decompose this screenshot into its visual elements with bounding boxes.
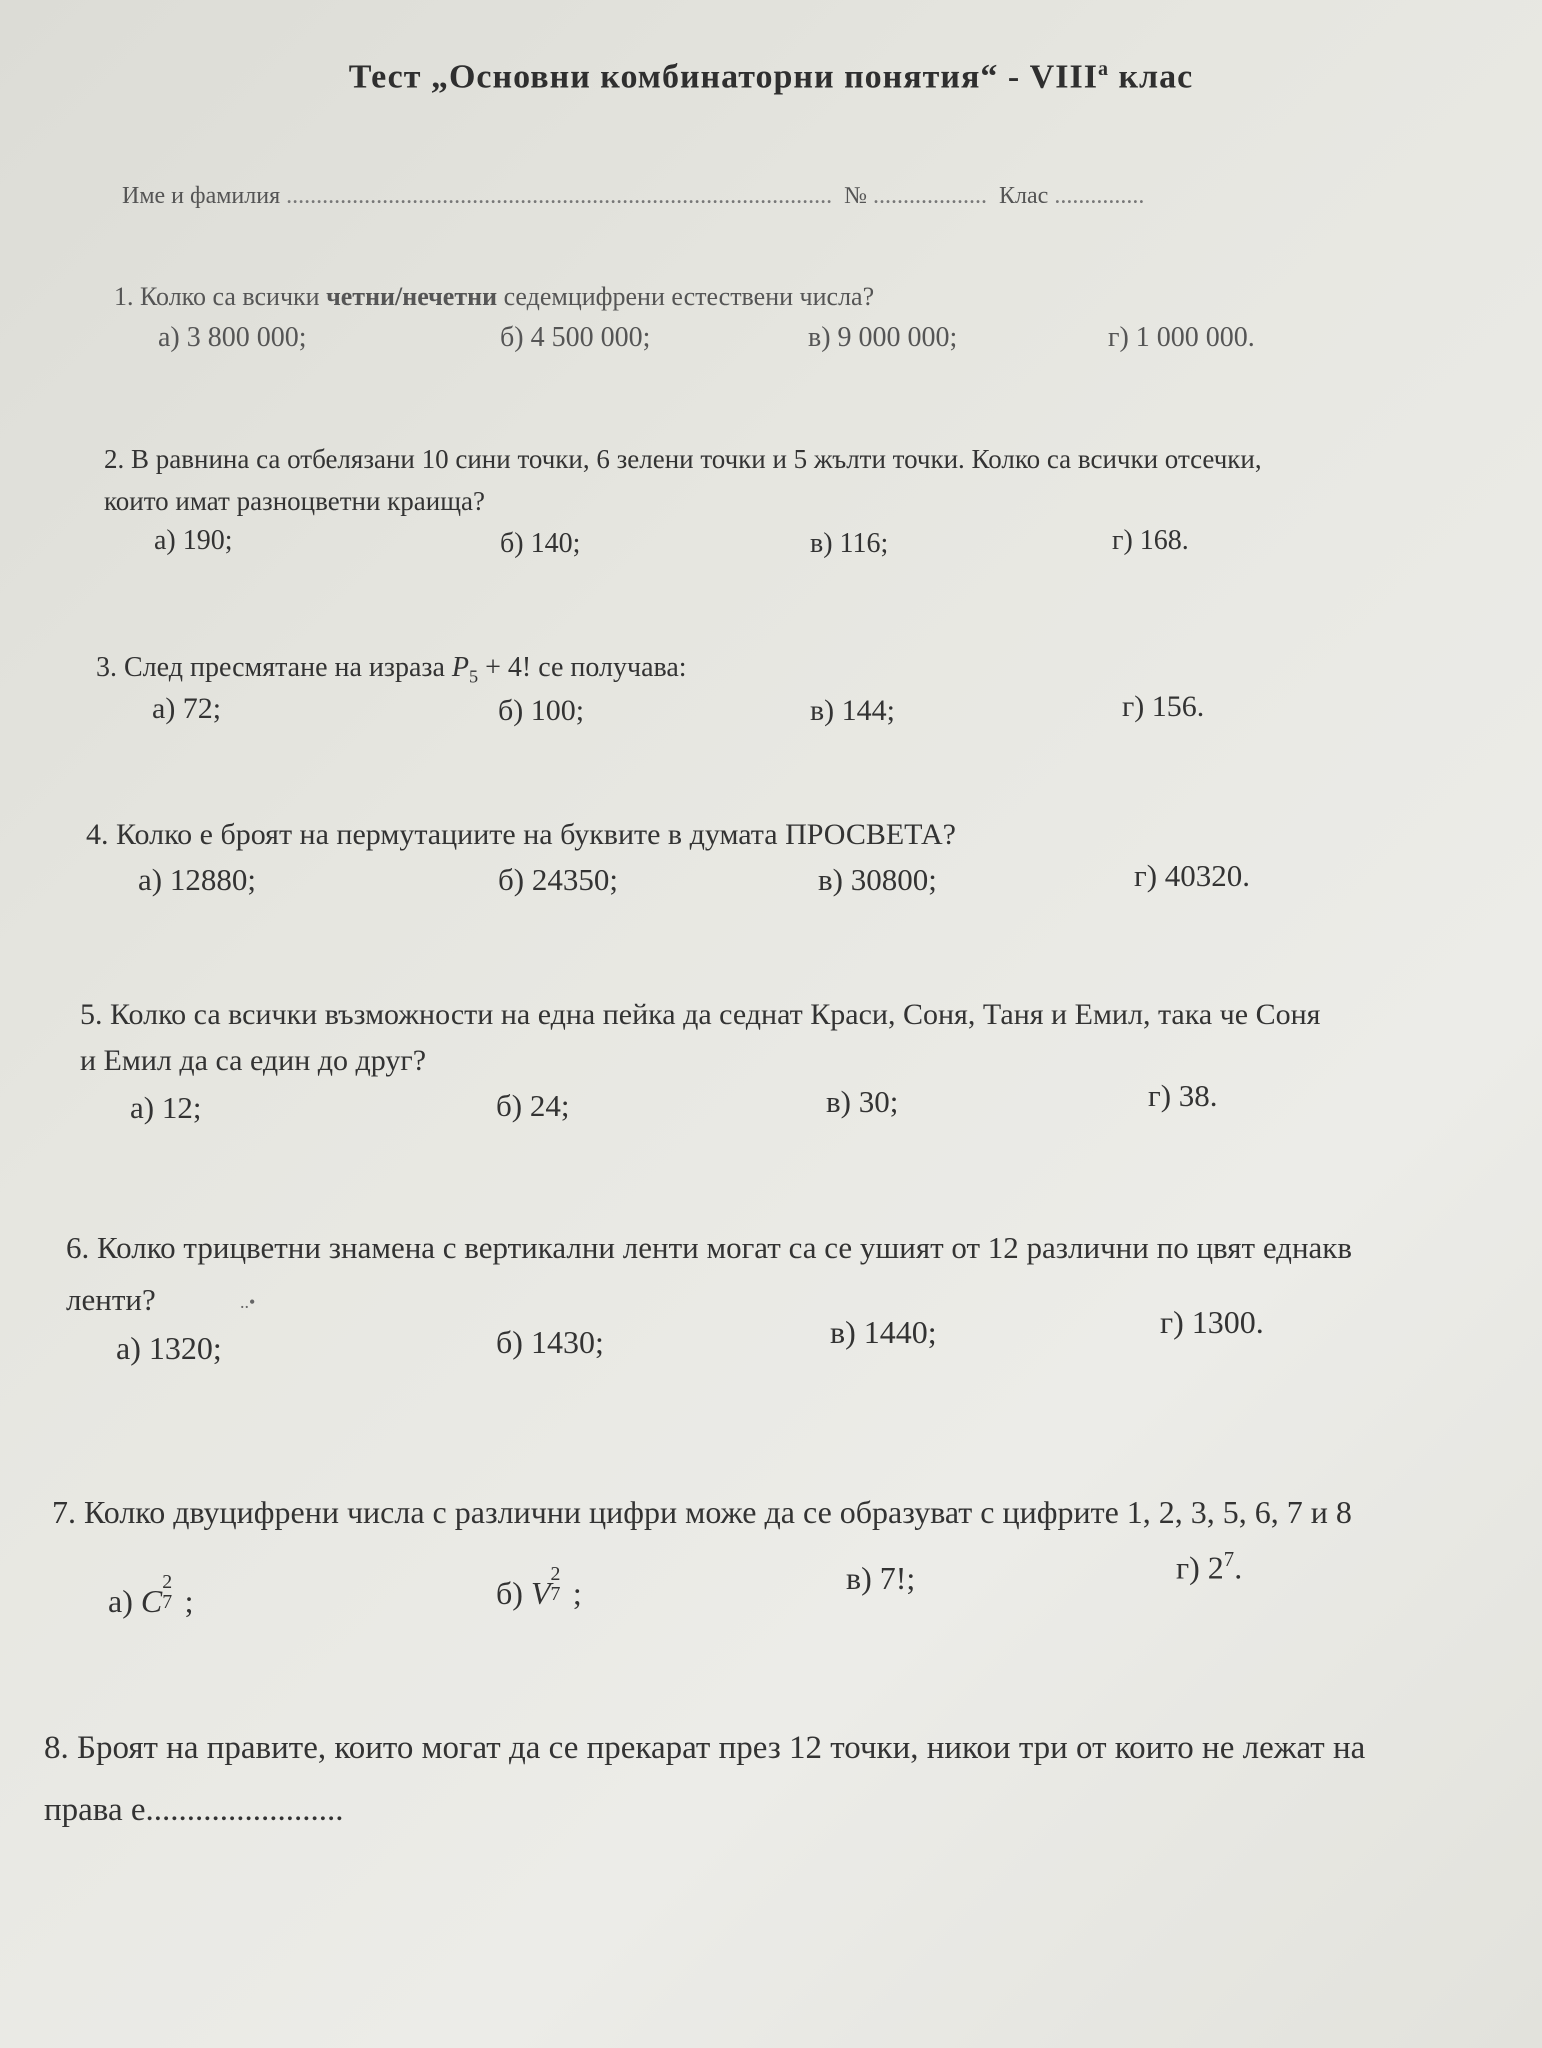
question-5-line-2: и Емил да са един до друг?	[80, 1044, 427, 1077]
number-label: №	[844, 183, 868, 209]
q7-option-d: г) $2^7$.	[1176, 1548, 1243, 1586]
q4-option-b: б) 24350;	[498, 862, 618, 897]
q6-option-c: в) 1440;	[830, 1314, 937, 1350]
q7-option-c: в) 7!;	[846, 1560, 916, 1596]
title-superscript: а	[1097, 58, 1109, 80]
q6-option-a: а) 1320;	[116, 1330, 222, 1366]
q1-option-b: б) 4 500 000;	[500, 322, 651, 353]
title-tail: клас	[1108, 58, 1194, 96]
question-5-line-1: 5. Колко са всички възможности на една пейка да седнат Краси, Соня, Таня и Емил, така че Соня	[80, 998, 1321, 1031]
class-label: Клас	[999, 183, 1049, 209]
q7-option-b: б) V 2 7 ;	[496, 1563, 582, 1611]
q5-option-b: б) 24;	[496, 1088, 570, 1123]
name-label: Име и фамилия	[122, 183, 281, 209]
q5-option-c: в) 30;	[826, 1084, 899, 1119]
question-8-line-1: 8. Броят на правите, които могат да се прекарат през 12 точки, никои три от които не лежат на	[44, 1730, 1366, 1766]
q4-option-d: г) 40320.	[1134, 858, 1251, 893]
title-text: Тест „Основни комбинаторни понятия“ - VIII	[348, 58, 1098, 96]
q3-option-b: б) 100;	[498, 694, 585, 727]
q4-option-a: а) 12880;	[138, 862, 256, 897]
q2-option-b: б) 140;	[500, 528, 581, 559]
variation-symbol: V	[530, 1575, 551, 1611]
q2-option-d: г) 168.	[1112, 525, 1189, 556]
pen-mark: ..•	[240, 1292, 256, 1312]
student-info-line	[122, 183, 1150, 210]
q3-option-c: в) 144;	[810, 694, 895, 727]
q5-option-a: а) 12;	[130, 1090, 202, 1125]
q1-option-a: а) 3 800 000;	[158, 322, 307, 353]
question-1: 1. Колко са всички четни/нечетни седемцифрени естествени числа?	[114, 282, 875, 311]
question-6-line-1: 6. Колко трицветни знамена с вертикални ленти могат са се ушият от 12 различни по цвят еднакв	[66, 1230, 1352, 1265]
name-blank: ...........................................................................................	[286, 183, 833, 209]
question-2-line-1: 2. В равнина са отбелязани 10 сини точки, 6 зелени точки и 5 жълти точки. Колко са всички отсечки,	[104, 444, 1262, 474]
question-6-line-2: ленти?	[66, 1282, 156, 1317]
question-2-line-2: които имат разноцветни краища?	[104, 486, 485, 516]
q6-option-d: г) 1300.	[1160, 1304, 1264, 1340]
q5-option-d: г) 38.	[1148, 1078, 1218, 1113]
q3-option-a: а) 72;	[152, 692, 222, 725]
q7-option-a: а) C 2 7 ;	[108, 1571, 194, 1619]
class-blank: ...............	[1054, 183, 1145, 209]
combination-symbol: C	[140, 1583, 163, 1619]
q6-option-b: б) 1430;	[496, 1324, 604, 1360]
question-8-line-2: права е........................	[44, 1792, 344, 1828]
permutation-symbol: P	[451, 652, 469, 683]
q4-option-c: в) 30800;	[818, 862, 937, 897]
q2-option-c: в) 116;	[810, 528, 889, 559]
number-blank: ...................	[873, 183, 988, 209]
question-7: 7. Колко двуцифрени числа с различни цифри може да се образуват с цифрите 1, 2, 3, 5, 6, 7 и 8	[52, 1494, 1352, 1530]
question-3: 3. След пресмятане на израза $P_5 + 4$! се получава:	[96, 652, 687, 687]
q3-option-d: г) 156.	[1122, 690, 1205, 723]
q1-option-c: в) 9 000 000;	[808, 322, 958, 353]
question-4: 4. Колко е броят на пермутациите на буквите в думата ПРОСВЕТА?	[86, 818, 956, 851]
page-title	[0, 58, 1542, 96]
question-1-bold: четни/нечетни	[326, 282, 498, 311]
q1-option-d: г) 1 000 000.	[1108, 322, 1255, 353]
q2-option-a: а) 190;	[154, 525, 233, 556]
